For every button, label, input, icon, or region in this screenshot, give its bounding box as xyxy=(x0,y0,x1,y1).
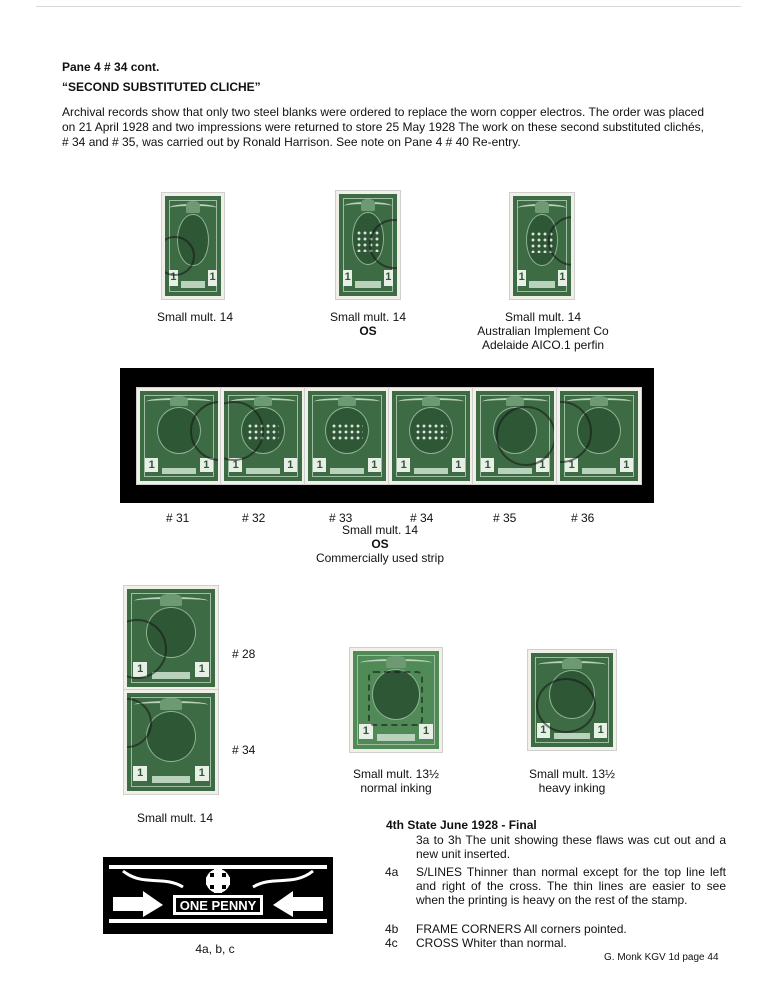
state-note-4c: 4c CROSS Whiter than normal. xyxy=(385,936,567,950)
engraving-value-text: ONE PENNY xyxy=(179,898,257,913)
stamp-value: 1 xyxy=(517,270,526,286)
stamp-value: 1 xyxy=(620,458,632,472)
stamp-value: 1 xyxy=(284,458,296,472)
stamp-value: 1 xyxy=(359,724,373,740)
heavy-inking-caption: Small mult. 13½ heavy inking xyxy=(528,767,616,795)
state-note-3a: 3a to 3h The unit showing these flaws was cut out and a new unit inserted. xyxy=(416,833,726,861)
stamp-value: 1 xyxy=(384,270,393,286)
strip-stamp-6 xyxy=(557,388,641,484)
pair-stamp-28 xyxy=(124,586,218,690)
strip-stamp-2 xyxy=(221,388,305,484)
stamp-caption-3: Small mult. 14 Australian Implement Co Adelaide AICO.1 perfin xyxy=(477,310,609,352)
state-note-4b: 4b FRAME CORNERS All corners pointed. xyxy=(385,922,627,936)
strip-stamp-5 xyxy=(473,388,557,484)
stamp-image-2 xyxy=(336,191,400,299)
section-title: “SECOND SUBSTITUTED CLICHE” xyxy=(62,80,261,94)
stamp-caption-2: Small mult. 14 OS xyxy=(329,310,407,338)
strip-position-31: # 31 xyxy=(166,511,190,525)
stamp-value: 1 xyxy=(133,662,147,678)
stamp-value: 1 xyxy=(565,458,577,472)
stamp-image-1 xyxy=(162,193,224,299)
stamp-value: 1 xyxy=(594,723,607,738)
intro-paragraph: Archival records show that only two steel blanks were ordered to replace the worn copper electros. The order was placed on 21 April 1928 and two impressions were returned to store 25 May 1928 The work on these second substituted clichés, # 34 and # 35, was carried out by Ronald Harrison. See note on Pane 4 # 40 Re-entry. xyxy=(62,105,704,149)
stamp-value: 1 xyxy=(343,270,352,286)
stamp-value: 1 xyxy=(195,766,209,782)
strip-position-32: # 32 xyxy=(242,511,266,525)
strip-position-33: # 33 xyxy=(329,511,353,525)
stamp-value: 1 xyxy=(200,458,212,472)
stamp-value: 1 xyxy=(133,766,147,782)
stamp-image-3 xyxy=(510,193,574,299)
stamp-value: 1 xyxy=(452,458,464,472)
top-rule xyxy=(36,6,741,7)
pair-caption: Small mult. 14 xyxy=(136,811,214,825)
stamp-value: 1 xyxy=(313,458,325,472)
strip-stamp-4 xyxy=(389,388,473,484)
engraving-drawing xyxy=(103,857,333,934)
stamp-value: 1 xyxy=(368,458,380,472)
stamp-value: 1 xyxy=(537,723,550,738)
stamp-value: 1 xyxy=(558,270,567,286)
stamp-value: 1 xyxy=(481,458,493,472)
page-footer: G. Monk KGV 1d page 44 xyxy=(604,952,719,963)
stamp-value: 1 xyxy=(208,270,217,286)
strip-stamp-1 xyxy=(137,388,221,484)
stamp-heavy-inking xyxy=(528,650,616,750)
stamp-normal-inking xyxy=(350,648,442,752)
strip-position-35: # 35 xyxy=(493,511,517,525)
normal-inking-caption: Small mult. 13½ normal inking xyxy=(352,767,440,795)
engraving-detail-image xyxy=(103,857,333,934)
strip-position-36: # 36 xyxy=(571,511,595,525)
stamp-value: 1 xyxy=(169,270,178,286)
strip-caption: Small mult. 14 OS Commercially used strip xyxy=(315,523,445,565)
stamp-value: 1 xyxy=(419,724,433,740)
engraving-caption: 4a, b, c xyxy=(195,942,235,956)
strip-mount xyxy=(120,368,654,503)
state-title: 4th State June 1928 - Final xyxy=(386,818,537,832)
strip-stamp-3 xyxy=(305,388,389,484)
page-heading: Pane 4 # 34 cont. xyxy=(62,60,160,74)
stamp-value: 1 xyxy=(229,458,241,472)
stamp-value: 1 xyxy=(145,458,157,472)
state-note-4a: 4a S/LINES Thinner than normal except for the top line left and right of the cross. The thin lines are easier to see when the printing is heavy on the rest of the stamp. xyxy=(385,865,726,907)
stamp-value: 1 xyxy=(397,458,409,472)
stamp-value: 1 xyxy=(536,458,548,472)
pair-label-28: # 28 xyxy=(232,647,256,661)
pair-label-34: # 34 xyxy=(232,743,256,757)
strip-position-34: # 34 xyxy=(410,511,434,525)
pair-stamp-34 xyxy=(124,690,218,794)
stamp-caption-1: Small mult. 14 xyxy=(156,310,234,324)
stamp-value: 1 xyxy=(195,662,209,678)
